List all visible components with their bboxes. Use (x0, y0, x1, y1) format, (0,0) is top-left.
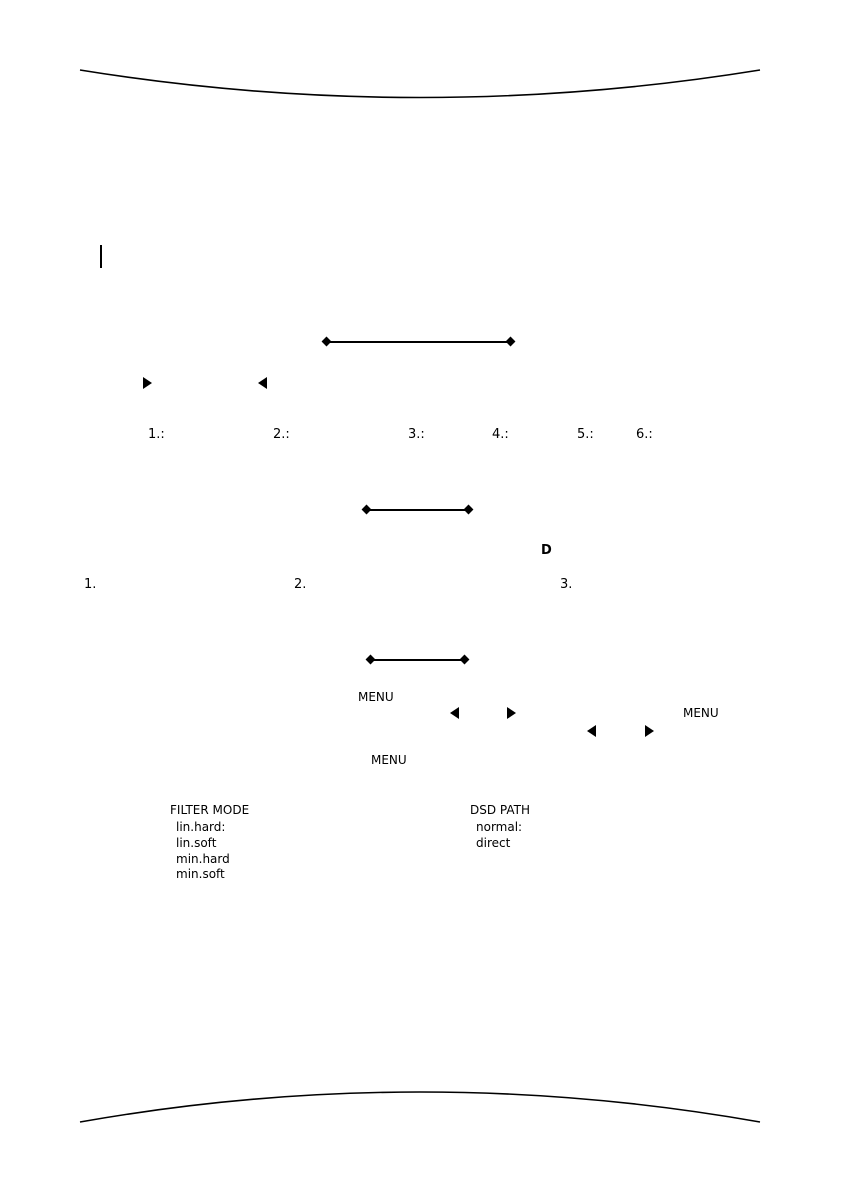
dsd-option-1: normal: (476, 820, 523, 834)
left-arrow-icon (258, 377, 267, 389)
header-curve (80, 70, 760, 98)
right-arrow-icon (143, 377, 152, 389)
menu-label-3: MENU (371, 753, 407, 767)
section-divider-2 (367, 509, 469, 511)
margin-marker (100, 245, 102, 268)
left-arrow-icon-3 (587, 725, 596, 737)
filter-mode-title: FILTER MODE (170, 803, 250, 817)
menu-label-1: MENU (358, 690, 394, 704)
nav-item-6: 6.: (636, 427, 653, 442)
filter-option-4: min.soft (176, 867, 225, 881)
menu-label-2: MENU (683, 706, 719, 720)
filter-option-1: lin.hard: (176, 820, 226, 834)
filter-option-2: lin.soft (176, 836, 217, 850)
left-arrow-icon-2 (450, 707, 459, 719)
right-arrow-icon-2 (507, 707, 516, 719)
list-item-2: 2. (294, 577, 307, 592)
list-item-1: 1. (84, 577, 97, 592)
bold-letter-d: D (541, 543, 552, 558)
list-item-3: 3. (560, 577, 573, 592)
nav-item-3: 3.: (408, 427, 425, 442)
nav-item-2: 2.: (273, 427, 290, 442)
section-divider-1 (327, 341, 511, 343)
nav-item-1: 1.: (148, 427, 165, 442)
nav-item-5: 5.: (577, 427, 594, 442)
filter-option-3: min.hard (176, 852, 230, 866)
dsd-option-2: direct (476, 836, 511, 850)
dsd-path-title: DSD PATH (470, 803, 531, 817)
nav-item-4: 4.: (492, 427, 509, 442)
right-arrow-icon-3 (645, 725, 654, 737)
footer-curve (80, 1092, 760, 1122)
section-divider-3 (371, 659, 465, 661)
